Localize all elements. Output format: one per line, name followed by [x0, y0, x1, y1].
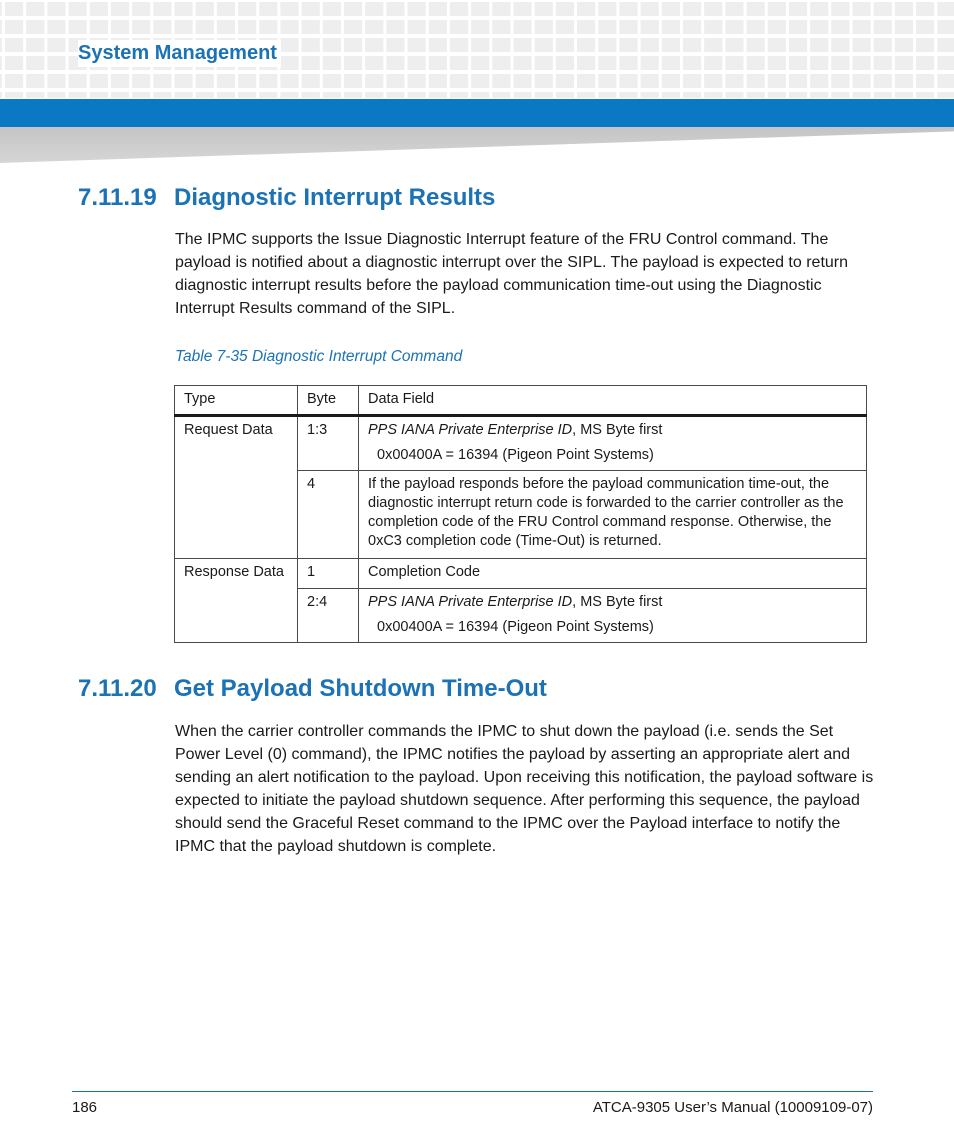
- section-heading-diagnostic-interrupt-results: [78, 184, 495, 212]
- field-value-text: 0x00400A = 16394 (Pigeon Point Systems): [377, 447, 654, 463]
- table-row: [175, 559, 867, 589]
- table-caption: Table 7-35 Diagnostic Interrupt Command: [175, 348, 463, 365]
- field-rest-text: , MS Byte first: [572, 422, 663, 438]
- data-field-cell: [359, 416, 867, 471]
- footer-rule: [72, 1091, 873, 1092]
- section-number: 7.11.19: [78, 184, 157, 211]
- field-italic-text: PPS IANA Private Enterprise ID: [368, 422, 573, 438]
- section-title: Diagnostic Interrupt Results: [174, 184, 496, 211]
- data-field-cell: [359, 589, 867, 643]
- field-rest-text: , MS Byte first: [572, 594, 663, 610]
- type-cell: Response Data: [175, 559, 298, 643]
- footer-document-title: ATCA-9305 User’s Manual (10009109-07): [592, 1099, 873, 1116]
- header-blue-bar: [0, 99, 954, 127]
- byte-cell: 4: [298, 471, 359, 559]
- section-body-paragraph: The IPMC supports the Issue Diagnostic Interrupt feature of the FRU Control command. The payload is notified about a diagnostic interrupt over the SIPL. The payload is expected to return diagnostic interrupt results before the payload communication time-out using the Diagnostic Interrupt Results command of the SIPL.: [175, 231, 849, 317]
- section-number: 7.11.20: [78, 675, 157, 702]
- field-italic-text: PPS IANA Private Enterprise ID: [368, 594, 573, 610]
- section-heading-get-payload-shutdown-time-out: [78, 675, 547, 703]
- header-type: Type: [175, 386, 298, 416]
- table-header-row: [175, 386, 867, 416]
- footer-page-number: 186: [72, 1099, 98, 1116]
- byte-cell: 2:4: [298, 589, 359, 643]
- byte-cell: 1:3: [298, 416, 359, 471]
- data-field-cell: Completion Code: [359, 559, 867, 589]
- running-header-title: System Management: [78, 40, 281, 67]
- section-title: Get Payload Shutdown Time-Out: [174, 675, 547, 702]
- field-value-text: 0x00400A = 16394 (Pigeon Point Systems): [377, 619, 654, 635]
- type-cell: Request Data: [175, 416, 298, 559]
- header-gray-wedge: [0, 127, 954, 163]
- byte-cell: 1: [298, 559, 359, 589]
- data-field-cell: If the payload responds before the payload communication time-out, the diagnostic interrupt return code is forwarded to the carrier controller as the completion code of the FRU Control command response. Otherwise, the 0xC3 completion code (Time-Out) is returned.: [359, 471, 867, 559]
- table-row: [175, 416, 867, 471]
- header-byte: Byte: [298, 386, 359, 416]
- section-body-paragraph: When the carrier controller commands the IPMC to shut down the payload (i.e. sends the Set Power Level (0) command), the IPMC notifies the payload by asserting an appropriate alert and sending an alert notification to the payload. Upon receiving this notification, the payload software is expected to initiate the payload shutdown sequence. After performing this sequence, the payload should send the Graceful Reset command to the IPMC over the Payload interface to notify the IPMC that the payload shutdown is complete.: [175, 723, 874, 855]
- header-data-field: Data Field: [359, 386, 867, 416]
- diagnostic-interrupt-command-table: [174, 385, 867, 643]
